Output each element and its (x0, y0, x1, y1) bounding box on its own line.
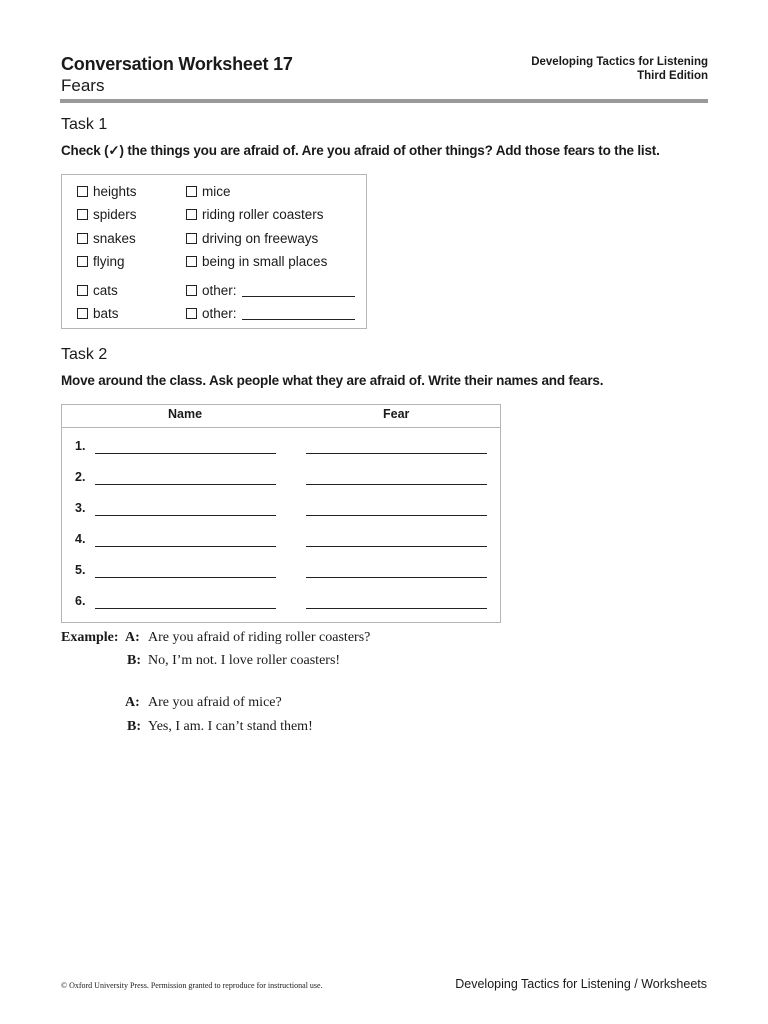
example-label: Example: (61, 630, 119, 645)
header-divider (60, 99, 708, 103)
row-number: 1. (75, 439, 86, 453)
checklist-label: heights (93, 184, 137, 199)
brand-line-2: Third Edition (637, 70, 708, 82)
table-row (62, 499, 500, 519)
checkbox[interactable] (186, 285, 197, 296)
checklist-label: spiders (93, 207, 137, 222)
checklist-item[interactable] (77, 254, 125, 269)
row-number: 3. (75, 501, 86, 515)
checklist-label: mice (202, 184, 231, 199)
checklist-label: bats (93, 306, 119, 321)
row-number: 4. (75, 532, 86, 546)
table-row (62, 561, 500, 581)
worksheet-subtitle: Fears (61, 76, 105, 95)
checklist-item[interactable] (77, 283, 118, 298)
task2-heading: Task 2 (61, 346, 108, 363)
checkbox[interactable] (186, 186, 197, 197)
table-row (62, 530, 500, 550)
name-blank[interactable] (95, 515, 276, 516)
checklist-item-other[interactable] (186, 283, 355, 298)
checklist-item[interactable] (77, 306, 119, 321)
checklist-label: driving on freeways (202, 231, 319, 246)
other-fear-blank[interactable] (242, 307, 355, 320)
fear-blank[interactable] (306, 608, 487, 609)
checklist-label: being in small places (202, 254, 328, 269)
brand-line-1: Developing Tactics for Listening (531, 56, 708, 68)
name-blank[interactable] (95, 453, 276, 454)
row-number: 5. (75, 563, 86, 577)
fears-checklist (61, 174, 367, 329)
checklist-item[interactable] (186, 184, 231, 199)
speaker-label: B: (127, 653, 141, 668)
checkbox[interactable] (77, 308, 88, 319)
dialogue-line: No, I’m not. I love roller coasters! (148, 653, 341, 668)
fear-blank[interactable] (306, 484, 487, 485)
row-number: 2. (75, 470, 86, 484)
checklist-item[interactable] (186, 231, 318, 246)
checklist-label: other: (202, 283, 237, 298)
fear-blank[interactable] (306, 546, 487, 547)
checklist-label: other: (202, 306, 237, 321)
other-fear-blank[interactable] (242, 284, 355, 297)
name-blank[interactable] (95, 484, 276, 485)
fear-blank[interactable] (306, 577, 487, 578)
table-row (62, 592, 500, 612)
checklist-item-other[interactable] (186, 306, 355, 321)
checkbox[interactable] (77, 186, 88, 197)
table-row (62, 468, 500, 488)
fear-blank[interactable] (306, 453, 487, 454)
checkbox[interactable] (186, 233, 197, 244)
row-number: 6. (75, 594, 86, 608)
checkbox[interactable] (77, 233, 88, 244)
checkbox[interactable] (186, 308, 197, 319)
checklist-item[interactable] (77, 231, 136, 246)
checkbox[interactable] (186, 256, 197, 267)
speaker-label: A: (125, 630, 140, 645)
checklist-label: riding roller coasters (202, 207, 324, 222)
worksheet-title: Conversation Worksheet 17 (61, 54, 293, 74)
copyright-notice: © Oxford University Press. Permission granted to reproduce for instructional use. (61, 981, 323, 990)
checklist-label: flying (93, 254, 125, 269)
column-header-fear: Fear (383, 407, 410, 421)
names-fears-table (61, 404, 501, 623)
column-header-name: Name (168, 407, 203, 421)
name-blank[interactable] (95, 608, 276, 609)
dialogue-line: Are you afraid of riding roller coasters? (148, 630, 371, 645)
task1-heading: Task 1 (61, 116, 108, 133)
checklist-item[interactable] (77, 207, 137, 222)
table-header (62, 405, 500, 428)
name-blank[interactable] (95, 546, 276, 547)
fear-blank[interactable] (306, 515, 487, 516)
checklist-item[interactable] (186, 254, 327, 269)
checkbox[interactable] (186, 209, 197, 220)
checkbox[interactable] (77, 209, 88, 220)
dialogue-line: Yes, I am. I can’t stand them! (148, 719, 313, 734)
checklist-item[interactable] (77, 184, 137, 199)
table-row (62, 437, 500, 457)
speaker-label: A: (125, 695, 140, 710)
checklist-item[interactable] (186, 207, 324, 222)
checklist-label: snakes (93, 231, 136, 246)
series-footer: Developing Tactics for Listening / Worksheets (455, 977, 707, 991)
task1-instruction: Check (✓) the things you are afraid of. Are you afraid of other things? Add those fears to the list. (61, 143, 660, 158)
name-blank[interactable] (95, 577, 276, 578)
task2-instruction: Move around the class. Ask people what they are afraid of. Write their names and fears. (61, 373, 604, 388)
dialogue-line: Are you afraid of mice? (148, 695, 282, 710)
brand-block (531, 55, 708, 83)
checkbox[interactable] (77, 285, 88, 296)
checklist-label: cats (93, 283, 118, 298)
speaker-label: B: (127, 719, 141, 734)
checkbox[interactable] (77, 256, 88, 267)
